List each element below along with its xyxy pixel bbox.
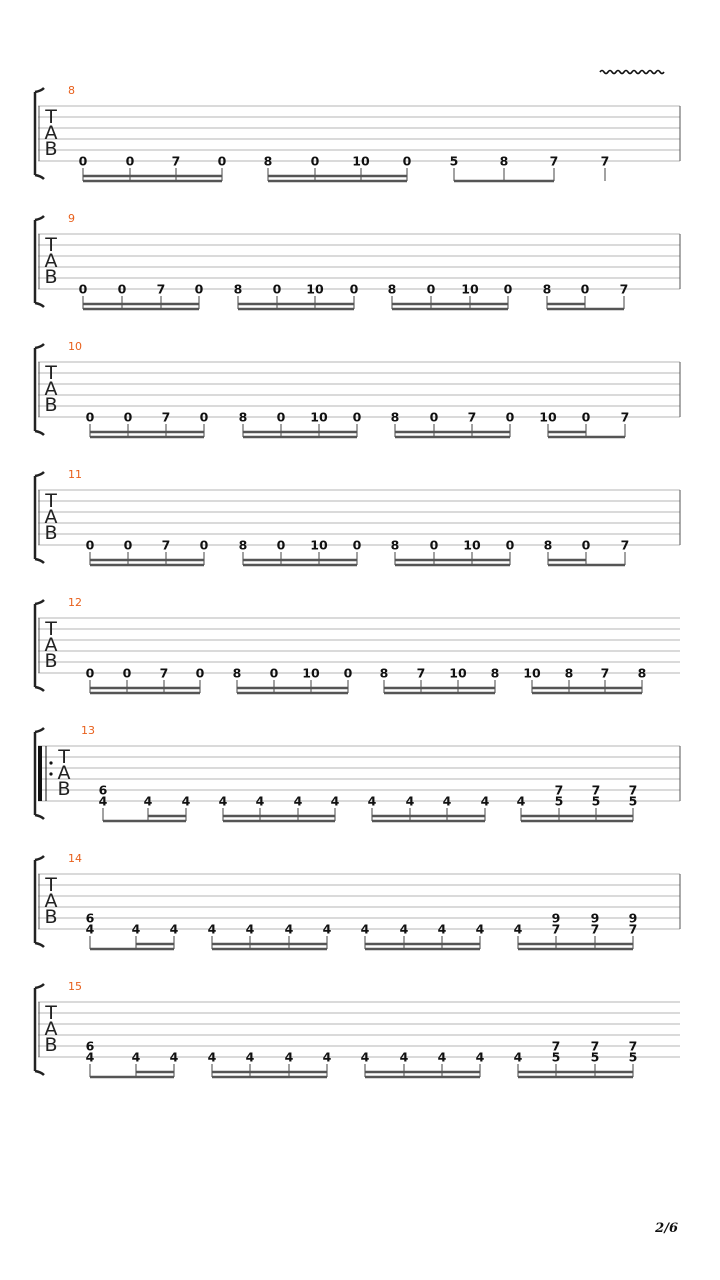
fret-number: 4 bbox=[284, 921, 294, 937]
fret-number: 4 bbox=[322, 921, 332, 937]
fret-number: 7 bbox=[467, 409, 477, 425]
fret-number: 4 bbox=[360, 1049, 370, 1065]
fret-number: 4 bbox=[475, 921, 485, 937]
tab-clef-letter: T bbox=[45, 1002, 57, 1024]
fret-number: 7 bbox=[590, 1038, 600, 1054]
fret-number: 7 bbox=[628, 921, 638, 937]
fret-number: 4 bbox=[245, 921, 255, 937]
tab-clef-letter: T bbox=[58, 746, 70, 768]
fret-number: 0 bbox=[581, 409, 591, 425]
fret-number: 7 bbox=[620, 409, 630, 425]
fret-number: 0 bbox=[217, 153, 227, 169]
fret-number: 0 bbox=[78, 153, 88, 169]
fret-number: 0 bbox=[276, 537, 286, 553]
page-number: 2/6 bbox=[655, 1221, 678, 1236]
fret-number: 4 bbox=[516, 793, 526, 809]
fret-number: 10 bbox=[306, 281, 324, 297]
tab-clef-letter: T bbox=[45, 618, 57, 640]
fret-number: 0 bbox=[429, 537, 439, 553]
fret-number: 8 bbox=[564, 665, 574, 681]
fret-number: 5 bbox=[628, 1049, 638, 1065]
fret-number: 4 bbox=[207, 921, 217, 937]
fret-number: 0 bbox=[85, 537, 95, 553]
fret-number: 0 bbox=[123, 409, 133, 425]
fret-number: 0 bbox=[85, 665, 95, 681]
fret-number: 8 bbox=[263, 153, 273, 169]
measure-number: 13 bbox=[81, 724, 95, 737]
fret-number: 4 bbox=[322, 1049, 332, 1065]
measure-number: 11 bbox=[68, 468, 82, 481]
tab-clef-letter: T bbox=[45, 362, 57, 384]
tab-clef-letter: B bbox=[44, 394, 58, 416]
measure-number: 15 bbox=[68, 980, 82, 993]
fret-number: 8 bbox=[233, 281, 243, 297]
tab-clef-letter: A bbox=[44, 634, 58, 656]
fret-number: 7 bbox=[161, 409, 171, 425]
fret-number: 0 bbox=[503, 281, 513, 297]
fret-number: 4 bbox=[131, 921, 141, 937]
fret-number: 9 bbox=[590, 910, 600, 926]
fret-number: 8 bbox=[238, 409, 248, 425]
fret-number: 4 bbox=[85, 1049, 95, 1065]
fret-number: 8 bbox=[387, 281, 397, 297]
tab-clef-letter: T bbox=[45, 490, 57, 512]
fret-number: 4 bbox=[284, 1049, 294, 1065]
fret-number: 5 bbox=[554, 793, 564, 809]
measure-number: 12 bbox=[68, 596, 82, 609]
fret-number: 4 bbox=[207, 1049, 217, 1065]
measure-number: 10 bbox=[68, 340, 82, 353]
fret-number: 4 bbox=[475, 1049, 485, 1065]
fret-number: 4 bbox=[293, 793, 303, 809]
fret-number: 4 bbox=[360, 921, 370, 937]
tab-clef-letter: A bbox=[44, 890, 58, 912]
fret-number: 4 bbox=[513, 1049, 523, 1065]
tab-system bbox=[35, 71, 680, 182]
tab-clef-letter: T bbox=[45, 874, 57, 896]
fret-number: 0 bbox=[505, 537, 515, 553]
fret-number: 4 bbox=[181, 793, 191, 809]
fret-number: 0 bbox=[310, 153, 320, 169]
fret-number: 4 bbox=[405, 793, 415, 809]
fret-number: 4 bbox=[399, 1049, 409, 1065]
fret-number: 4 bbox=[367, 793, 377, 809]
fret-number: 0 bbox=[85, 409, 95, 425]
fret-number: 4 bbox=[437, 921, 447, 937]
fret-number: 7 bbox=[416, 665, 426, 681]
tab-clef-letter: B bbox=[44, 138, 58, 160]
fret-number: 0 bbox=[269, 665, 279, 681]
fret-number: 4 bbox=[143, 793, 153, 809]
fret-number: 4 bbox=[442, 793, 452, 809]
fret-number: 6 bbox=[98, 782, 108, 798]
tab-clef-letter: A bbox=[57, 762, 71, 784]
fret-number: 7 bbox=[554, 782, 564, 798]
fret-number: 7 bbox=[600, 665, 610, 681]
fret-number: 7 bbox=[590, 921, 600, 937]
fret-number: 0 bbox=[272, 281, 282, 297]
fret-number: 10 bbox=[523, 665, 541, 681]
fret-number: 0 bbox=[402, 153, 412, 169]
fret-number: 7 bbox=[600, 153, 610, 169]
fret-number: 10 bbox=[302, 665, 320, 681]
fret-number: 4 bbox=[85, 921, 95, 937]
fret-number: 7 bbox=[620, 537, 630, 553]
fret-number: 0 bbox=[352, 409, 362, 425]
tab-clef-letter: B bbox=[44, 1034, 58, 1056]
fret-number: 7 bbox=[161, 537, 171, 553]
measure-number: 8 bbox=[68, 84, 75, 97]
fret-number: 10 bbox=[463, 537, 481, 553]
fret-number: 8 bbox=[542, 281, 552, 297]
fret-number: 5 bbox=[449, 153, 459, 169]
fret-number: 0 bbox=[429, 409, 439, 425]
tab-clef-letter: B bbox=[44, 266, 58, 288]
fret-number: 7 bbox=[619, 281, 629, 297]
fret-number: 4 bbox=[169, 1049, 179, 1065]
fret-number: 0 bbox=[195, 665, 205, 681]
fret-number: 4 bbox=[399, 921, 409, 937]
measure-number: 14 bbox=[68, 852, 82, 865]
fret-number: 8 bbox=[379, 665, 389, 681]
tab-system bbox=[35, 852, 680, 949]
tab-clef-letter: B bbox=[44, 906, 58, 928]
fret-number: 4 bbox=[245, 1049, 255, 1065]
tab-system bbox=[35, 980, 680, 1077]
fret-number: 0 bbox=[194, 281, 204, 297]
tab-clef-letter: A bbox=[44, 1018, 58, 1040]
tab-clef-letter: T bbox=[45, 106, 57, 128]
tab-clef-letter: B bbox=[44, 522, 58, 544]
tab-system bbox=[35, 596, 680, 693]
fret-number: 7 bbox=[159, 665, 169, 681]
fret-number: 9 bbox=[551, 910, 561, 926]
fret-number: 4 bbox=[131, 1049, 141, 1065]
tab-clef-letter: A bbox=[44, 378, 58, 400]
fret-number: 4 bbox=[480, 793, 490, 809]
fret-number: 0 bbox=[125, 153, 135, 169]
fret-number: 7 bbox=[171, 153, 181, 169]
tab-system bbox=[35, 212, 680, 309]
tab-clef-letter: B bbox=[44, 650, 58, 672]
fret-number: 0 bbox=[123, 537, 133, 553]
fret-number: 0 bbox=[580, 281, 590, 297]
fret-number: 5 bbox=[590, 1049, 600, 1065]
fret-number: 5 bbox=[591, 793, 601, 809]
fret-number: 7 bbox=[628, 782, 638, 798]
fret-number: 0 bbox=[352, 537, 362, 553]
fret-number: 10 bbox=[539, 409, 557, 425]
fret-number: 0 bbox=[426, 281, 436, 297]
fret-number: 10 bbox=[461, 281, 479, 297]
fret-number: 8 bbox=[238, 537, 248, 553]
fret-number: 0 bbox=[199, 537, 209, 553]
fret-number: 7 bbox=[628, 1038, 638, 1054]
fret-number: 0 bbox=[122, 665, 132, 681]
fret-number: 6 bbox=[85, 910, 95, 926]
fret-number: 0 bbox=[505, 409, 515, 425]
fret-number: 4 bbox=[330, 793, 340, 809]
fret-number: 4 bbox=[218, 793, 228, 809]
fret-number: 0 bbox=[199, 409, 209, 425]
fret-number: 4 bbox=[437, 1049, 447, 1065]
fret-number: 8 bbox=[543, 537, 553, 553]
tab-system bbox=[35, 724, 680, 821]
fret-number: 8 bbox=[637, 665, 647, 681]
fret-number: 0 bbox=[349, 281, 359, 297]
fret-number: 4 bbox=[255, 793, 265, 809]
fret-number: 5 bbox=[551, 1049, 561, 1065]
fret-number: 8 bbox=[232, 665, 242, 681]
fret-number: 10 bbox=[449, 665, 467, 681]
fret-number: 10 bbox=[352, 153, 370, 169]
repeat-dot bbox=[49, 761, 52, 764]
fret-number: 4 bbox=[169, 921, 179, 937]
fret-number: 7 bbox=[549, 153, 559, 169]
fret-number: 8 bbox=[390, 537, 400, 553]
fret-number: 5 bbox=[628, 793, 638, 809]
tab-clef-letter: A bbox=[44, 122, 58, 144]
fret-number: 8 bbox=[390, 409, 400, 425]
measure-number: 9 bbox=[68, 212, 75, 225]
fret-number: 7 bbox=[156, 281, 166, 297]
tab-system bbox=[35, 468, 680, 565]
fret-number: 8 bbox=[490, 665, 500, 681]
fret-number: 9 bbox=[628, 910, 638, 926]
tab-clef-letter: B bbox=[57, 778, 71, 800]
fret-number: 6 bbox=[85, 1038, 95, 1054]
tab-clef-letter: A bbox=[44, 250, 58, 272]
fret-number: 7 bbox=[551, 1038, 561, 1054]
fret-number: 7 bbox=[591, 782, 601, 798]
fret-number: 10 bbox=[310, 537, 328, 553]
fret-number: 4 bbox=[98, 793, 108, 809]
fret-number: 0 bbox=[78, 281, 88, 297]
fret-number: 8 bbox=[499, 153, 509, 169]
fret-number: 0 bbox=[343, 665, 353, 681]
fret-number: 0 bbox=[117, 281, 127, 297]
repeat-dot bbox=[49, 772, 52, 775]
tab-clef-letter: A bbox=[44, 506, 58, 528]
vibrato-mark bbox=[600, 71, 664, 74]
fret-number: 4 bbox=[513, 921, 523, 937]
fret-number: 7 bbox=[551, 921, 561, 937]
tab-system bbox=[35, 340, 680, 437]
tab-clef-letter: T bbox=[45, 234, 57, 256]
fret-number: 10 bbox=[310, 409, 328, 425]
fret-number: 0 bbox=[581, 537, 591, 553]
fret-number: 0 bbox=[276, 409, 286, 425]
